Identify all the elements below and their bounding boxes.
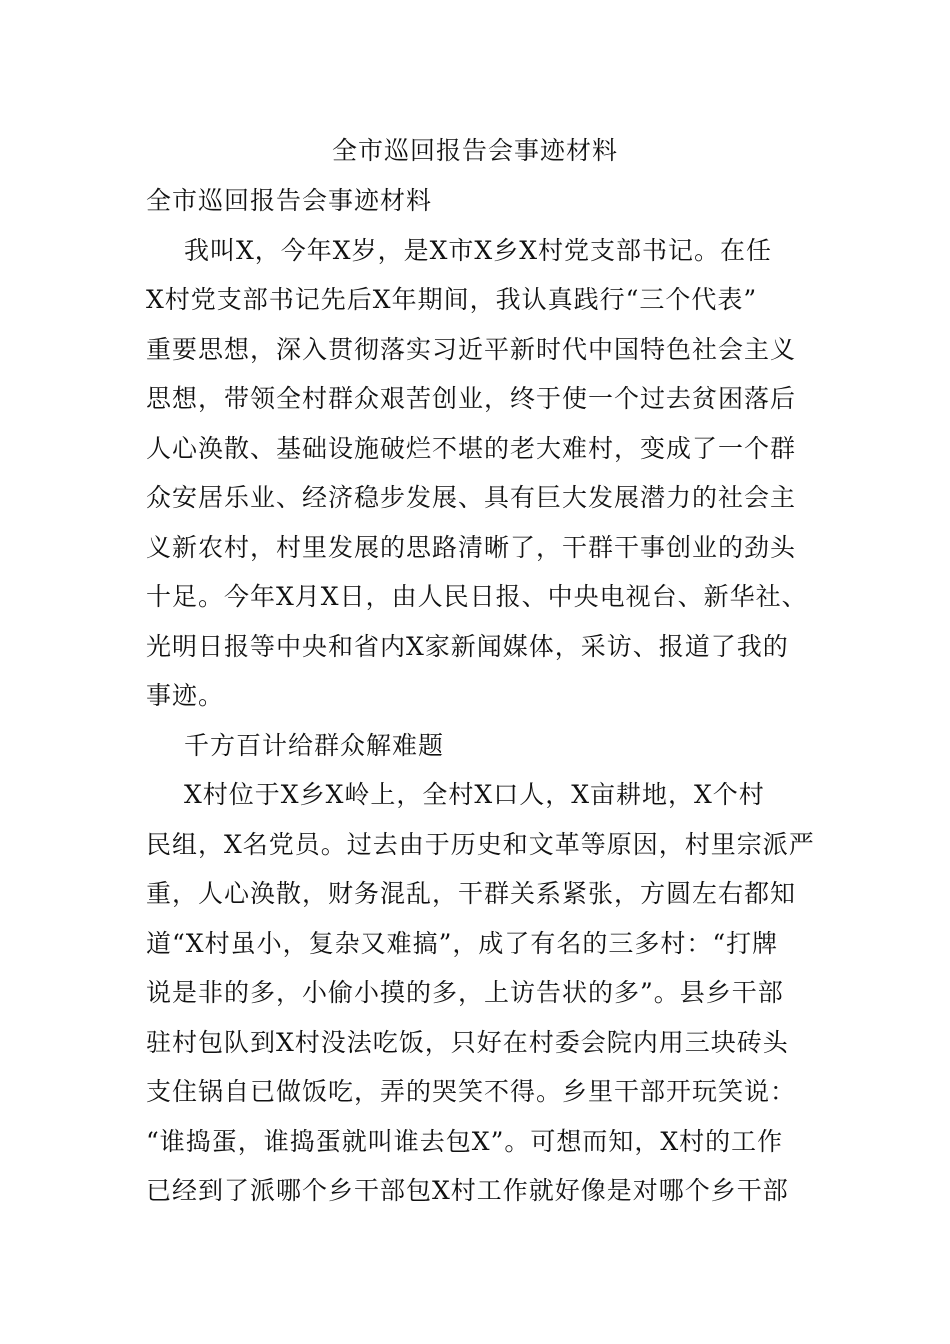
- document-title: 全市巡回报告会事迹材料: [331, 136, 618, 165]
- paragraph-line: 重，人心涣散，财务混乱，干群关系紧张，方圆左右都知: [146, 879, 797, 908]
- paragraph-line: 人心涣散、基础设施破烂不堪的老大难村，变成了一个群: [146, 434, 797, 463]
- paragraph-line: 重要思想，深入贯彻落实习近平新时代中国特色社会主义: [146, 335, 797, 364]
- paragraph-line: 道“X村虽小，复杂又难搞”，成了有名的三多村：“打牌: [146, 929, 779, 958]
- paragraph-line: 光明日报等中央和省内X家新闻媒体，采访、报道了我的: [146, 632, 789, 661]
- paragraph-line: 支住锅自已做饭吃，弄的哭笑不得。乡里干部开玩笑说：: [146, 1077, 797, 1106]
- paragraph-line: 众安居乐业、经济稳步发展、具有巨大发展潜力的社会主: [146, 483, 797, 512]
- document-subtitle: 全市巡回报告会事迹材料: [146, 186, 433, 215]
- paragraph-line: 已经到了派哪个乡干部包X村工作就好像是对哪个乡干部: [146, 1176, 789, 1205]
- section-heading: 千方百计给群众解难题: [184, 731, 445, 760]
- paragraph-line: 义新农村，村里发展的思路清晰了，干群干事创业的劲头: [146, 533, 797, 562]
- paragraph-line: X村位于X乡X岭上，全村X口人，X亩耕地，X个村: [184, 780, 765, 809]
- paragraph-line: 民组，X名党员。过去由于历史和文革等原因，村里宗派严: [146, 830, 815, 859]
- paragraph-line: 说是非的多，小偷小摸的多，上访告状的多”。县乡干部: [146, 978, 784, 1007]
- paragraph-line: 思想，带领全村群众艰苦创业，终于使一个过去贫困落后: [146, 384, 797, 413]
- paragraph-line: 驻村包队到X村没法吃饭，只好在村委会院内用三块砖头: [146, 1028, 789, 1057]
- paragraph-line: 事迹。: [146, 681, 225, 710]
- paragraph-line: 我叫X，今年X岁，是X市X乡X村党支部书记。在任: [184, 236, 772, 265]
- paragraph-line: 十足。今年X月X日，由人民日报、中央电视台、新华社、: [146, 582, 808, 611]
- paragraph-line: “谁捣蛋，谁捣蛋就叫谁去包X”。可想而知，X村的工作: [146, 1127, 784, 1156]
- paragraph-line: X村党支部书记先后X年期间，我认真践行“三个代表”: [146, 285, 758, 314]
